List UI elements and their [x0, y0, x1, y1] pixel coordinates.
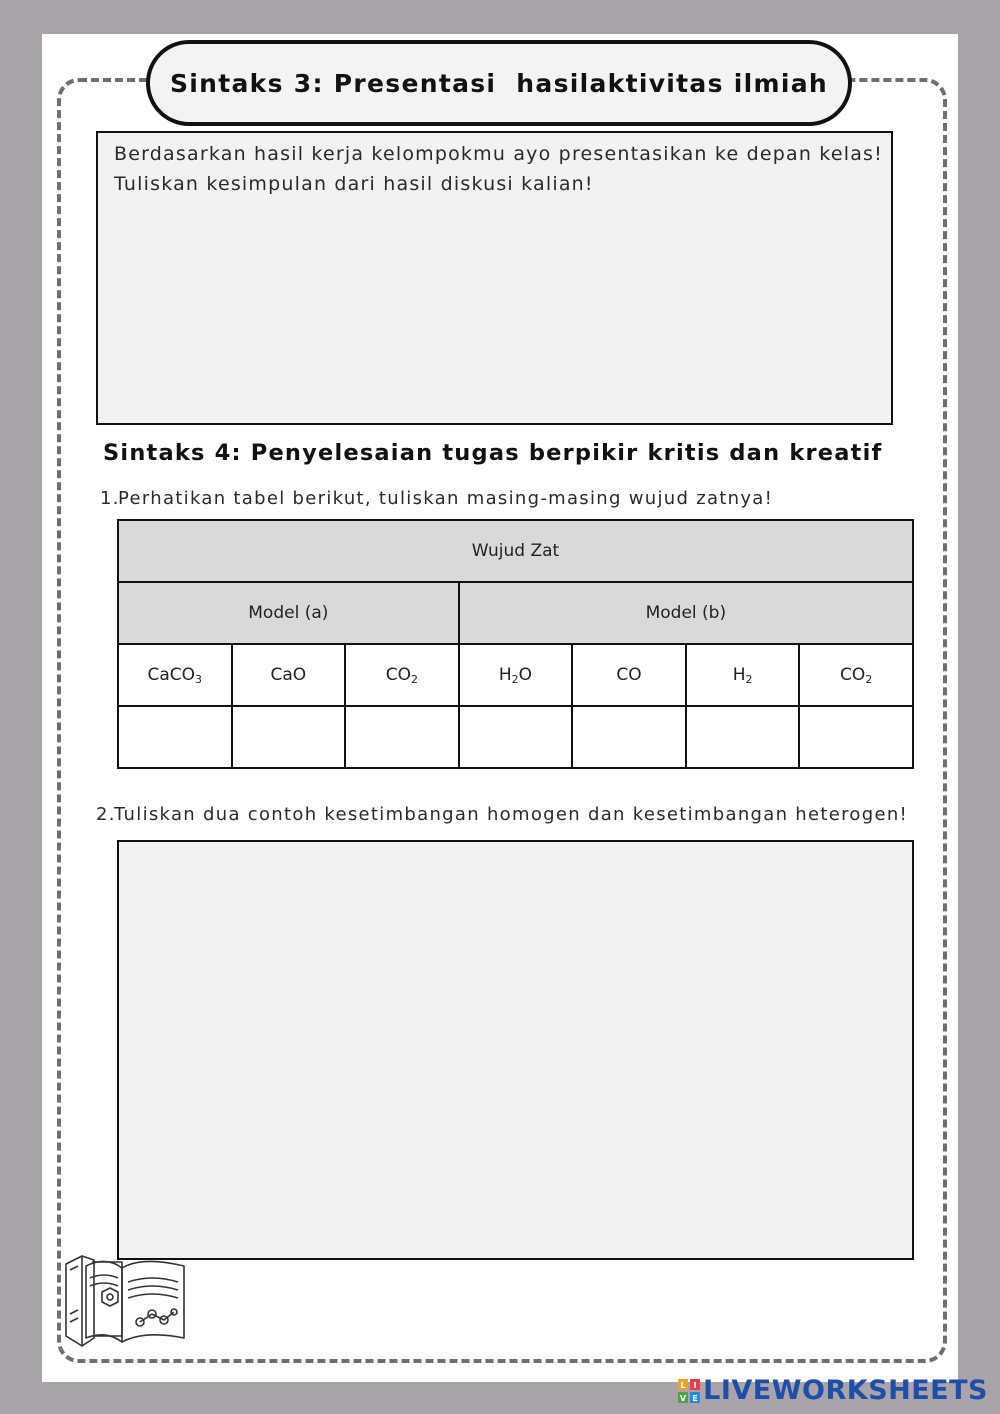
sintaks4-title: Sintaks 4: Penyelesaian tugas berpikir kritis dan kreatif	[103, 440, 883, 466]
liveworksheets-logo-icon	[678, 1379, 700, 1403]
question-1	[100, 488, 773, 509]
answer-cell[interactable]	[345, 706, 459, 768]
model-a-header: Model (a)	[118, 582, 459, 644]
wujud-zat-table	[117, 519, 914, 769]
model-b-header: Model (b)	[459, 582, 913, 644]
equilibrium-answer-box[interactable]	[117, 840, 914, 1260]
compound-cell: CaO	[232, 644, 346, 706]
table-header: Wujud Zat	[118, 520, 913, 582]
compound-cell: $H_2O$	[459, 644, 573, 706]
answer-cell[interactable]	[572, 706, 686, 768]
instruction-line: Berdasarkan hasil kerja kelompokmu ayo presentasikan ke depan kelas!	[114, 143, 883, 165]
compound-cell: $H_2$	[686, 644, 800, 706]
instruction-line: Tuliskan kesimpulan dari hasil diskusi kalian!	[114, 173, 594, 195]
svg-text:I: I	[693, 1380, 697, 1390]
conclusion-answer-box[interactable]	[96, 131, 893, 425]
question-number: 2.	[96, 804, 116, 825]
sintaks3-title: Sintaks 3: Presentasi hasilaktivitas ilmiah	[169, 68, 829, 98]
compound-cell: CO	[572, 644, 686, 706]
brand-name: LIVEWORKSHEETS	[703, 1375, 988, 1406]
svg-text:E: E	[692, 1393, 698, 1403]
answer-cell[interactable]	[118, 706, 232, 768]
compound-cell: $CO_2$	[799, 644, 913, 706]
answer-cell[interactable]	[232, 706, 346, 768]
question-number: 1.	[100, 488, 120, 509]
question-text: Tuliskan dua contoh kesetimbangan homogen dan kesetimbangan heterogen!	[114, 804, 909, 825]
liveworksheets-brand	[678, 1375, 988, 1406]
svg-text:L: L	[680, 1380, 686, 1390]
answer-cell[interactable]	[799, 706, 913, 768]
compound-cell: CaCO$_3$	[118, 644, 232, 706]
question-2	[96, 804, 908, 825]
question-text: Perhatikan tabel berikut, tuliskan masing-masing wujud zatnya!	[118, 488, 774, 509]
svg-text:V: V	[680, 1393, 687, 1403]
compound-cell: $CO_2$	[345, 644, 459, 706]
answer-cell[interactable]	[686, 706, 800, 768]
books-illustration-icon	[62, 1252, 188, 1348]
sintaks3-title-pill	[146, 40, 852, 126]
answer-cell[interactable]	[459, 706, 573, 768]
